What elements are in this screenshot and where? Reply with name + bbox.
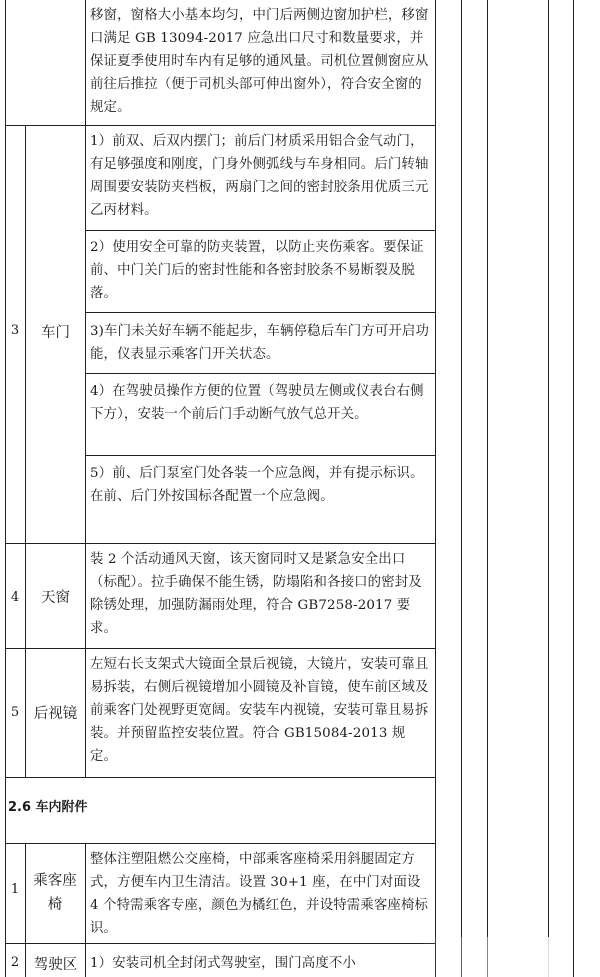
table-col-divider-1b xyxy=(25,843,26,977)
row-label: 乘客座椅 xyxy=(33,873,77,913)
photo-glare xyxy=(420,937,560,977)
row-divider xyxy=(5,125,436,126)
row-number: 4 xyxy=(10,590,20,605)
row-number: 5 xyxy=(10,705,20,720)
row-number: 1 xyxy=(10,882,20,897)
table-border-right xyxy=(435,0,436,977)
extra-col-1 xyxy=(461,0,462,977)
extra-col-2 xyxy=(487,0,488,977)
row-divider xyxy=(85,373,436,374)
row-divider xyxy=(85,455,436,456)
table-col-divider-2 xyxy=(85,0,86,777)
row-label: 驾驶区 xyxy=(33,957,78,973)
row-divider xyxy=(5,543,436,544)
table-border-left xyxy=(5,0,6,977)
extra-col-3 xyxy=(548,0,549,977)
row-divider xyxy=(5,648,436,649)
table-cell-content: 装 2 个活动通风天窗，该天窗同时又是紧急安全出口（标配）。拉手确保不能生锈，防塌陷和各接口的密封及除锈处理，加强防漏雨处理，符合 GB7258-2017 要求。 xyxy=(90,552,422,636)
row-label: 车门 xyxy=(41,325,70,341)
extra-col-4 xyxy=(573,0,574,977)
row-divider xyxy=(85,312,436,313)
row-number: 3 xyxy=(10,323,20,338)
table-col-divider-2b xyxy=(85,843,86,977)
door-item-2: 2）使用安全可靠的防夹装置，以防止夹伤乘客。要保证前、中门关门后的密封性能和各密封胶条不易断裂及脱落。 xyxy=(90,240,424,301)
table-cell-content: 整体注塑阻燃公交座椅，中部乘客座椅采用斜腿固定方式，方便车内卫生清洁。设置 30+1 座，在中门对面设 4 个特需乘客专座，颜色为橘红色，并设特需乘客座椅标识。 xyxy=(90,852,429,936)
row-label: 后视镜 xyxy=(33,706,78,722)
door-item-5: 5）前、后门泵室门处各装一个应急阀，并有提示标识。在前、后门外按国标各配置一个应急阀。 xyxy=(90,466,424,504)
door-item-1: 1）前双、后双内摆门；前后门材质采用铝合金气动门，有足够强度和刚度，门身外侧弧线与车身相同。后门转轴周围要安装防夹档板，两扇门之间的密封胶条用优质三元乙丙材料。 xyxy=(90,134,429,218)
table-cell-content: 1）安装司机全封闭式驾驶室，围门高度不小 xyxy=(90,956,356,971)
row-divider xyxy=(5,943,436,944)
row-label: 天窗 xyxy=(41,590,70,606)
table-cell-content: 左短右长支架式大镜面全景后视镜，大镜片，安装可靠且易拆装，右侧后视镜增加小圆镜及补盲镜，使车前区域及前乘客门处视野更宽阔。安装车内视镜，安装可靠且易拆装。并预留监控安装位置。符合 GB15084-2013 规定。 xyxy=(90,657,429,764)
row-number: 2 xyxy=(10,955,20,970)
door-item-3: 3)车门未关好车辆不能起步，车辆停稳后车门方可开启功能，仪表显示乘客门开关状态。 xyxy=(90,324,430,362)
row-divider xyxy=(85,230,436,231)
row-divider xyxy=(5,777,436,778)
section-title: 2.6 车内附件 xyxy=(8,800,88,815)
table-cell-content: 移窗，窗格大小基本均匀，中门后两侧边窗加护栏，移窗口满足 GB 13094-2017 应急出口尺寸和数量要求，并保证夏季使用时车内有足够的通风量。司机位置侧窗应从前往后推拉（便于司机头部可伸出窗外），符合安全窗的规定。 xyxy=(90,8,429,115)
door-item-4: 4）在驾驶员操作方便的位置（驾驶员左侧或仪表台右侧下方），安装一个前后门手动断气放气总开关。 xyxy=(90,384,424,422)
table-col-divider-1 xyxy=(25,125,26,777)
row-divider xyxy=(5,843,436,844)
